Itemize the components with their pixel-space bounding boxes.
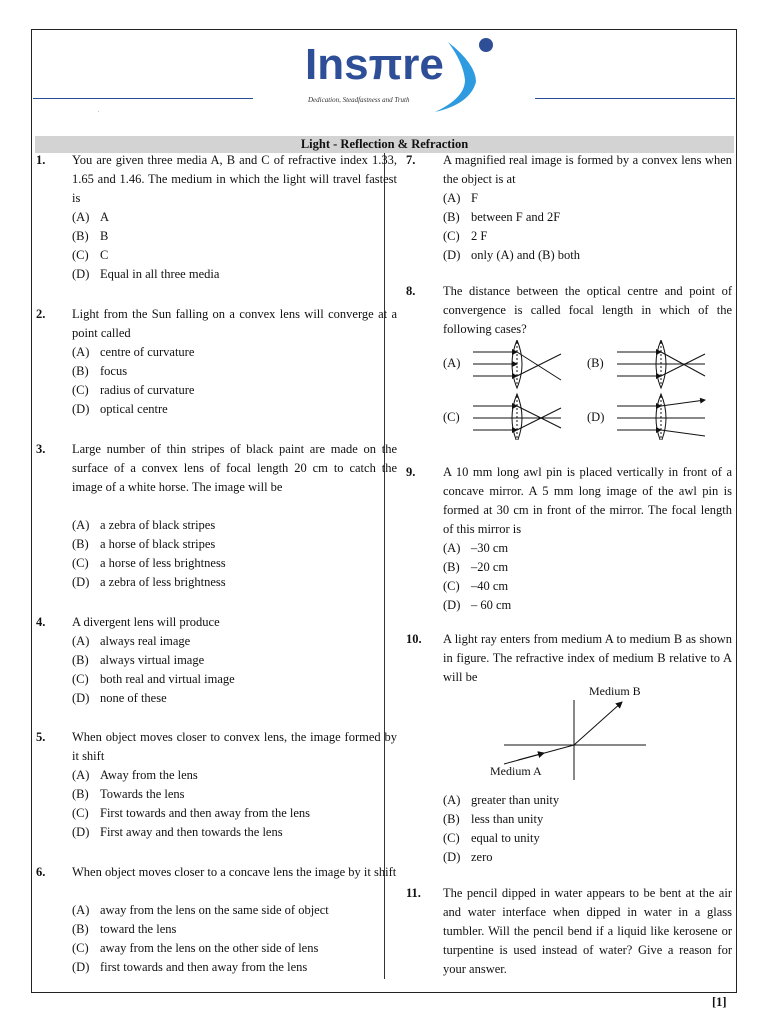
option-b: (B) –20 cm [443, 560, 509, 574]
figure-label-b: (B) [587, 356, 604, 370]
option-c: (C) a horse of less brightness [72, 556, 226, 570]
question-number: 11. [406, 886, 421, 900]
option-a: (A) a zebra of black stripes [72, 518, 216, 532]
option-a: (A) always real image [72, 634, 191, 648]
option-a: (A) away from the lens on the same side of object [72, 903, 329, 917]
option-c: (C) –40 cm [443, 579, 509, 593]
logo-tagline: Dedication, Steadfastness and Truth [308, 96, 410, 104]
lens-figure-d [617, 394, 705, 440]
figure-label-a: (A) [443, 356, 461, 370]
option-d: (D) Equal in all three media [72, 267, 220, 281]
question-number: 9. [406, 465, 416, 479]
lens-figure-b [617, 340, 705, 388]
option-b: (B) B [72, 229, 109, 243]
option-b: (B) between F and 2F [443, 210, 561, 224]
option-a: (A) centre of curvature [72, 345, 195, 359]
option-a: (A) –30 cm [443, 541, 509, 555]
option-d: (D) optical centre [72, 402, 168, 416]
logo-text: Insπre [305, 40, 444, 89]
option-a: (A) Away from the lens [72, 768, 198, 782]
option-d: (D) a zebra of less brightness [72, 575, 226, 589]
question-stem: A divergent lens will produce [72, 615, 220, 629]
medium-b-label: Medium B [589, 684, 641, 698]
option-c: (C) C [72, 248, 109, 262]
option-c: (C) equal to unity [443, 831, 540, 845]
question-stem: The distance between the optical centre and point of convergence is called focal length in which of the following cases? [443, 284, 732, 336]
option-b: (B) less than unity [443, 812, 544, 826]
option-b: (B) focus [72, 364, 128, 378]
question-number: 4. [36, 615, 46, 629]
page-title: Light - Reflection & Refraction [35, 136, 734, 153]
option-c: (C) First towards and then away from the lens [72, 806, 311, 820]
option-d: (D) first towards and then away from the lens [72, 960, 308, 974]
option-c: (C) radius of curvature [72, 383, 195, 397]
question-stem: A 10 mm long awl pin is placed vertically in front of a concave mirror. A 5 mm long image of the awl pin is formed at 30 cm in front of the mirror. The focal length of this mirror is [443, 465, 732, 536]
question-number: 10. [406, 632, 422, 646]
refraction-diagram [488, 684, 658, 784]
question-stem: Light from the Sun falling on a convex lens will converge at a point called [72, 307, 397, 340]
lens-figure-c [473, 394, 561, 440]
option-b: (B) toward the lens [72, 922, 177, 936]
question-stem: The pencil dipped in water appears to be bent at the air and water interface when dipped in water in a glass tumbler. Will the pencil bend if a liquid like kerosene or turpentine is used instead of water? Give a reason for your answer. [443, 886, 732, 976]
question-stem: When object moves closer to convex lens, the image formed by it shift [72, 730, 397, 763]
lens-diagram [443, 340, 733, 440]
option-a: (A) F [443, 191, 478, 205]
lens-figure-a [473, 340, 561, 388]
speck: . [98, 108, 100, 114]
question-number: 5. [36, 730, 46, 744]
option-b: (B) always virtual image [72, 653, 205, 667]
option-d: (D) none of these [72, 691, 167, 705]
question-number: 1. [36, 153, 46, 167]
figure-label-c: (C) [443, 410, 460, 424]
lens-figures [443, 340, 733, 440]
option-c: (C) away from the lens on the other side of lens [72, 941, 319, 955]
question-number: 8. [406, 284, 416, 298]
option-c: (C) 2 F [443, 229, 488, 243]
option-d: (D) zero [443, 850, 493, 864]
question-number: 7. [406, 153, 416, 167]
option-d: (D) only (A) and (B) both [443, 248, 581, 262]
question-stem: A magnified real image is formed by a convex lens when the object is at [443, 153, 732, 186]
question-stem: You are given three media A, B and C of refractive index 1.33, 1.65 and 1.46. The medium in which the light will travel fastest is [72, 153, 397, 205]
option-c: (C) both real and virtual image [72, 672, 235, 686]
option-d: (D) – 60 cm [443, 598, 512, 612]
question-stem: A light ray enters from medium A to medium B as shown in figure. The refractive index of medium B relative to A will be [443, 632, 732, 684]
medium-a-label: Medium A [490, 764, 542, 778]
option-b: (B) a horse of black stripes [72, 537, 216, 551]
question-number: 3. [36, 442, 46, 456]
option-a: (A) A [72, 210, 110, 224]
question-stem: Large number of thin stripes of black paint are made on the surface of a convex lens of focal length 20 cm to catch the image of a white horse. The image will be [72, 442, 397, 494]
logo [300, 34, 505, 114]
question-stem: When object moves closer to a concave lens the image by it shift [72, 865, 397, 879]
option-d: (D) First away and then towards the lens [72, 825, 283, 839]
figure-label-d: (D) [587, 410, 605, 424]
option-b: (B) Towards the lens [72, 787, 185, 801]
option-a: (A) greater than unity [443, 793, 560, 807]
header-rule-right [535, 98, 735, 99]
page-number: [1] [712, 995, 727, 1009]
column-divider [384, 153, 385, 979]
refraction-figure [488, 684, 658, 784]
header-rule-left [33, 98, 253, 99]
question-number: 2. [36, 307, 46, 321]
question-number: 6. [36, 865, 46, 879]
